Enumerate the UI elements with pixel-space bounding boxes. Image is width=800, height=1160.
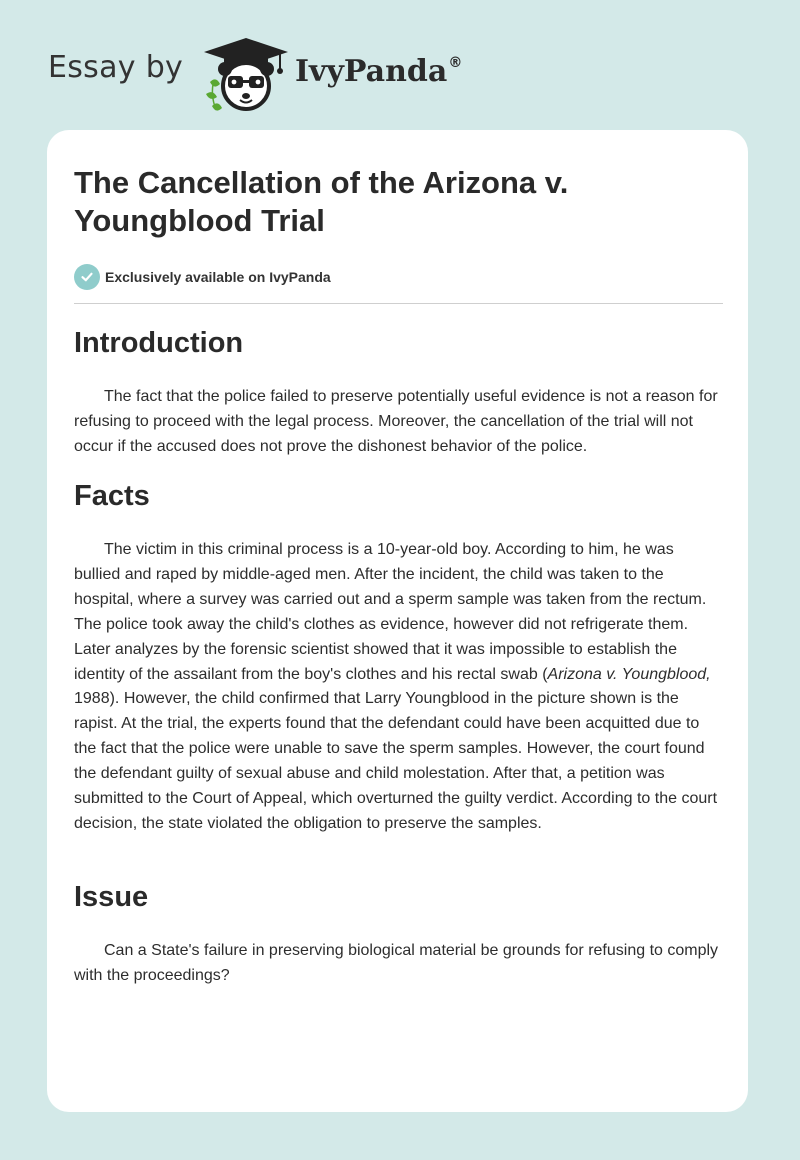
facts-citation: Arizona v. Youngblood, (547, 665, 711, 683)
facts-text-part-1: The victim in this criminal process is a 10-year-old boy. According to him, he was bullied and raped by middle-aged men. After the incident, the child was taken to the hospital, where a survey was carried out and a sperm sample was taken from the rectum. The police took away the child's clothes as evidence, however did not refrigerate them. Later analyzes by the forensic scientist showed that it was impossible to establish the identity of the assailant from the boy's clothes and his rectal swab ( (74, 541, 707, 683)
brand-text: IvyPanda (295, 54, 448, 89)
exclusive-badge (74, 263, 331, 291)
section-text-facts (74, 538, 723, 837)
facts-text-part-2: 1988). However, the child confirmed that Larry Youngblood in the picture shown is the rapist. At the trial, the experts found that the defendant could have been acquitted due to the fact that the police were unable to save the sperm samples. However, the court found the defendant guilty of sexual abuse and child molestation. After that, a petition was submitted to the Court of Appeal, which overturned the guilty verdict. According to the court decision, the state violated the obligation to preserve the samples. (74, 690, 718, 832)
badge-label: Exclusively available on IvyPanda (105, 269, 331, 285)
check-icon (74, 264, 100, 290)
section-heading-facts: Facts (74, 480, 150, 512)
section-text-issue: Can a State's failure in preserving biological material be grounds for refusing to comply with the proceedings? (74, 942, 719, 984)
site-header (0, 0, 800, 130)
brand-name[interactable] (295, 54, 462, 89)
registered-mark: ® (448, 55, 463, 71)
section-text-introduction: The fact that the police failed to preserve potentially useful evidence is not a reason for refusing to proceed with the legal process. Moreover, the cancellation of the trial will not occur if the accused does not prove the dishonest behavior of the police. (74, 388, 718, 455)
essay-title: The Cancellation of the Arizona v. Youngblood Trial (74, 165, 569, 238)
essay-by-label: Essay by (48, 50, 184, 85)
essay-card (47, 130, 748, 1112)
section-heading-issue: Issue (74, 881, 149, 913)
section-heading-introduction: Introduction (74, 327, 244, 359)
panda-graduate-logo-icon[interactable] (200, 36, 292, 112)
title-divider (74, 303, 723, 304)
